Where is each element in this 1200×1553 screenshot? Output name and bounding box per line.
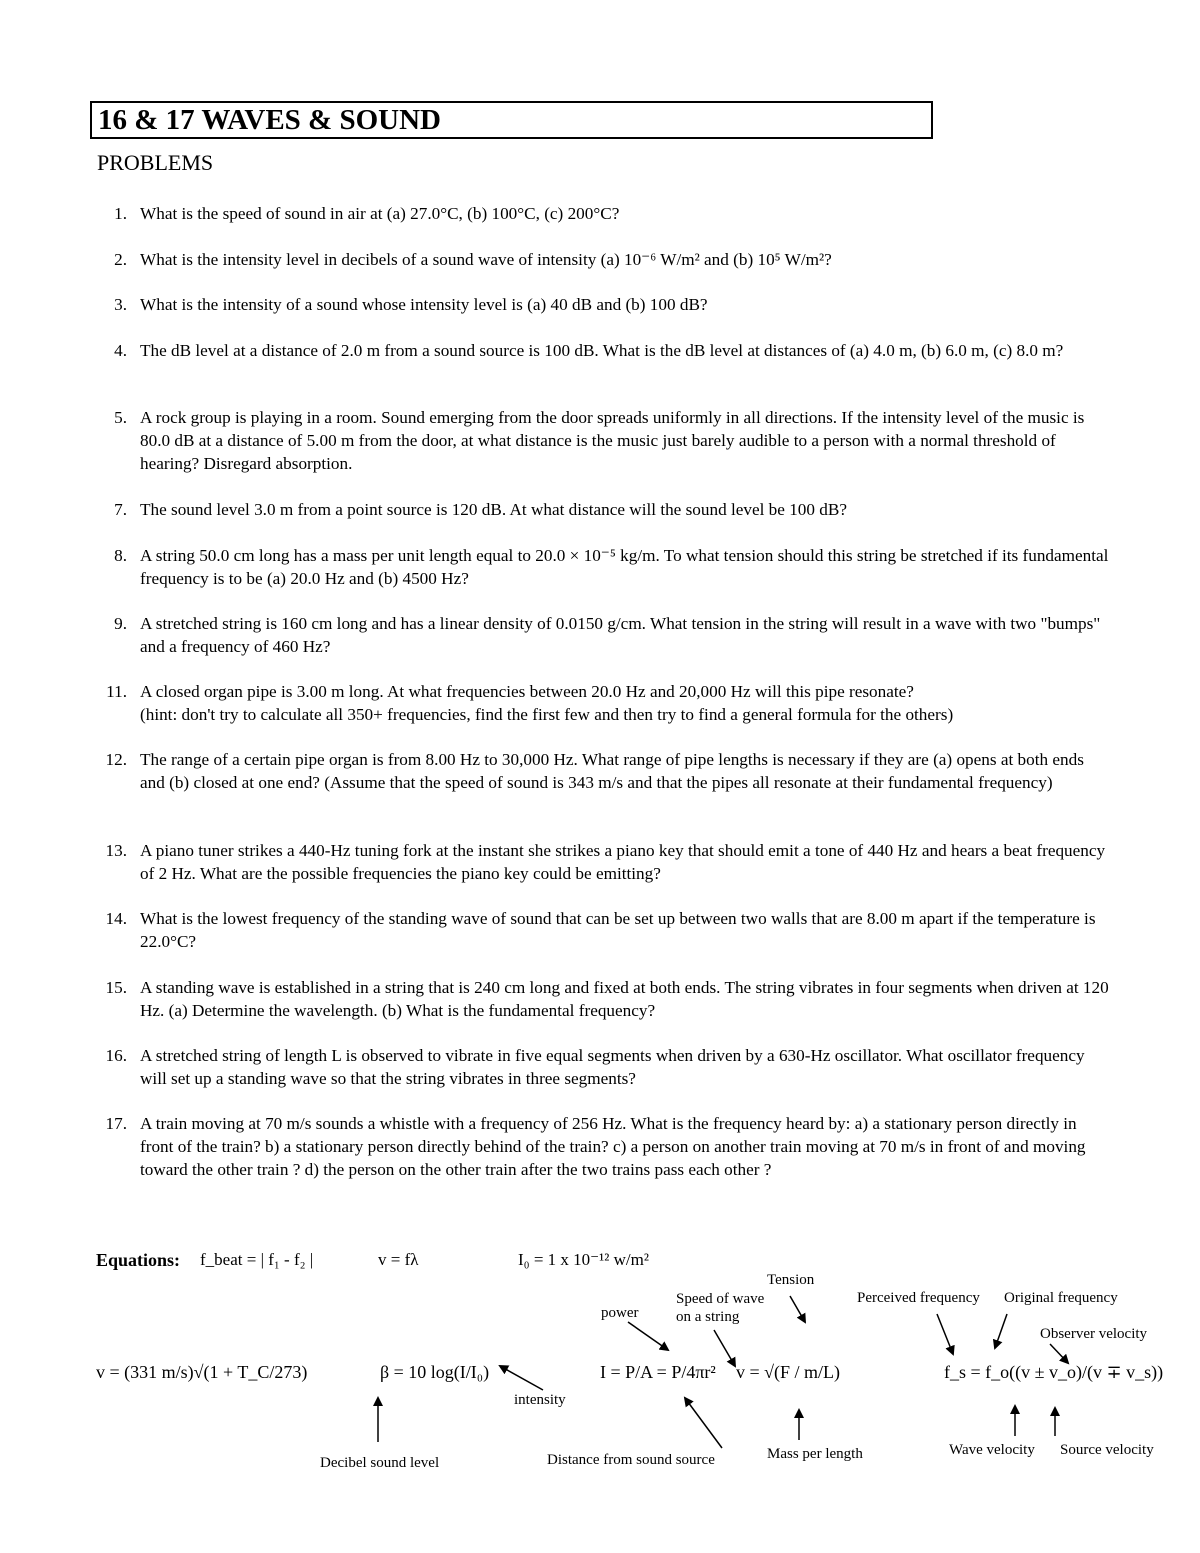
problem-number: 13. [105,841,127,860]
label-tension: Tension [767,1272,815,1288]
problem-text: A closed organ pipe is 3.00 m long. At what frequencies between 20.0 Hz and 20,000 Hz will this pipe resonate? (hint: don't try to calculate all 350+ frequencies, find the first few and then try to find a general formula for the others) [140,682,954,724]
arrow-speed-of-wave [714,1330,735,1366]
arrow-original [995,1314,1007,1348]
problem-number: 15. [105,978,127,997]
beat-frequency-equation: f_beat = | f₁ - f₂ | [200,1250,314,1269]
problem-text: What is the lowest frequency of the standing wave of sound that can be set up between two walls that are 8.00 m apart if the temperature is 22.0°C? [140,909,1096,951]
page-title: 16 & 17 WAVES & SOUND [98,104,441,136]
label-mass-per-length: Mass per length [767,1446,863,1462]
label-decibel-sound-level: Decibel sound level [320,1455,440,1471]
problem-text: The dB level at a distance of 2.0 m from a sound source is 100 dB. What is the dB level at distances of (a) 4.0 m, (b) 6.0 m, (c) 8.0 m? [140,341,1064,360]
label-perceived-frequency: Perceived frequency [857,1290,980,1306]
arrow-perceived [937,1314,953,1354]
arrow-power [628,1322,668,1350]
problem-text: What is the speed of sound in air at (a) 27.0°C, (b) 100°C, (c) 200°C? [140,204,620,223]
problem-number: 1. [114,204,127,223]
doppler-equation: f_s = f_o((v ± v_o)/(v ∓ v_s)) [944,1362,1164,1382]
problem-number: 12. [105,750,127,769]
arrow-intensity [500,1366,543,1390]
problem-text: The range of a certain pipe organ is from 8.00 Hz to 30,000 Hz. What range of pipe lengths is necessary if they are (a) opens at both ends and (b) closed at one end? (Assume that the speed of sound is 343 m/s and that the pipes all resonate at their fundamental frequency) [140,750,1084,792]
arrow-observer [1050,1344,1068,1363]
intensity-equation: I = P/A = P/4πr² [600,1362,716,1382]
page-subtitle: PROBLEMS [97,150,214,175]
label-source-velocity: Source velocity [1060,1442,1154,1458]
label-intensity: intensity [514,1392,566,1408]
arrow-distance [685,1398,722,1448]
problem-text: What is the intensity level in decibels of a sound wave of intensity (a) 10⁻⁶ W/m² and (b) 10⁵ W/m²? [140,250,832,269]
threshold-intensity-equation: I₀ = 1 x 10⁻¹² w/m² [518,1250,649,1269]
problem-number: 17. [105,1114,127,1133]
label-speed-of-wave: Speed of wave on a string [676,1291,765,1325]
problem-number: 2. [114,250,127,269]
problem-text: A train moving at 70 m/s sounds a whistle with a frequency of 256 Hz. What is the frequency heard by: a) a stationary person directly in front of the train? b) a stationary person directly behind of the train? c) a person on another train moving at 70 m/s in front of and moving toward the other train ? d) the person on the other train after the two trains pass each other ? [140,1114,1086,1179]
speed-temperature-equation: v = (331 m/s)√(1 + T_C/273) [96,1362,308,1382]
label-power: power [601,1305,639,1321]
string-wave-speed-equation: v = √(F / m/L) [736,1362,841,1382]
problem-text: A standing wave is established in a string that is 240 cm long and fixed at both ends. The string vibrates in four segments when driven at 120 Hz. (a) Determine the wavelength. (b) What is the fundamental frequency? [140,978,1109,1020]
problem-number: 16. [105,1046,127,1065]
problem-number: 3. [114,295,127,314]
wave-speed-equation: v = fλ [378,1250,419,1269]
problem-number: 8. [114,546,127,565]
decibel-equation: β = 10 log(I/I₀) [380,1362,490,1382]
problem-text: A string 50.0 cm long has a mass per unit length equal to 20.0 × 10⁻⁵ kg/m. To what tension should this string be stretched if its fundamental frequency is to be (a) 20.0 Hz and (b) 4500 Hz? [140,546,1109,588]
problem-text: A stretched string of length L is observed to vibrate in five equal segments when driven by a 630-Hz oscillator. What oscillator frequency will set up a standing wave so that the string vibrates in three segments? [140,1046,1085,1088]
title-box [90,101,933,139]
problem-number: 9. [114,614,127,633]
label-wave-velocity: Wave velocity [949,1442,1035,1458]
label-observer-velocity: Observer velocity [1040,1326,1148,1342]
problem-number: 14. [105,909,127,928]
label-original-frequency: Original frequency [1004,1290,1118,1306]
problem-number: 4. [114,341,127,360]
problem-text: What is the intensity of a sound whose intensity level is (a) 40 dB and (b) 100 dB? [140,295,708,314]
problem-number: 5. [114,408,127,427]
problem-number: 11. [106,682,127,701]
problem-text: A piano tuner strikes a 440-Hz tuning fork at the instant she strikes a piano key that should emit a tone of 440 Hz and hears a beat frequency of 2 Hz. What are the possible frequencies the piano key could be emitting? [140,841,1106,883]
arrow-tension [790,1296,805,1322]
label-distance-from-source: Distance from sound source [547,1452,715,1468]
equations-heading: Equations: [96,1250,181,1270]
problem-text: The sound level 3.0 m from a point source is 120 dB. At what distance will the sound level be 100 dB? [140,500,847,519]
problem-text: A rock group is playing in a room. Sound emerging from the door spreads uniformly in all directions. If the intensity level of the music is 80.0 dB at a distance of 5.00 m from the door, at what distance is the music just barely audible to a person with a normal threshold of hearing? Disregard absorption. [140,408,1085,473]
problem-number: 7. [114,500,127,519]
problem-text: A stretched string is 160 cm long and has a linear density of 0.0150 g/cm. What tension in the string will result in a wave with two "bumps" and a frequency of 460 Hz? [140,614,1101,656]
